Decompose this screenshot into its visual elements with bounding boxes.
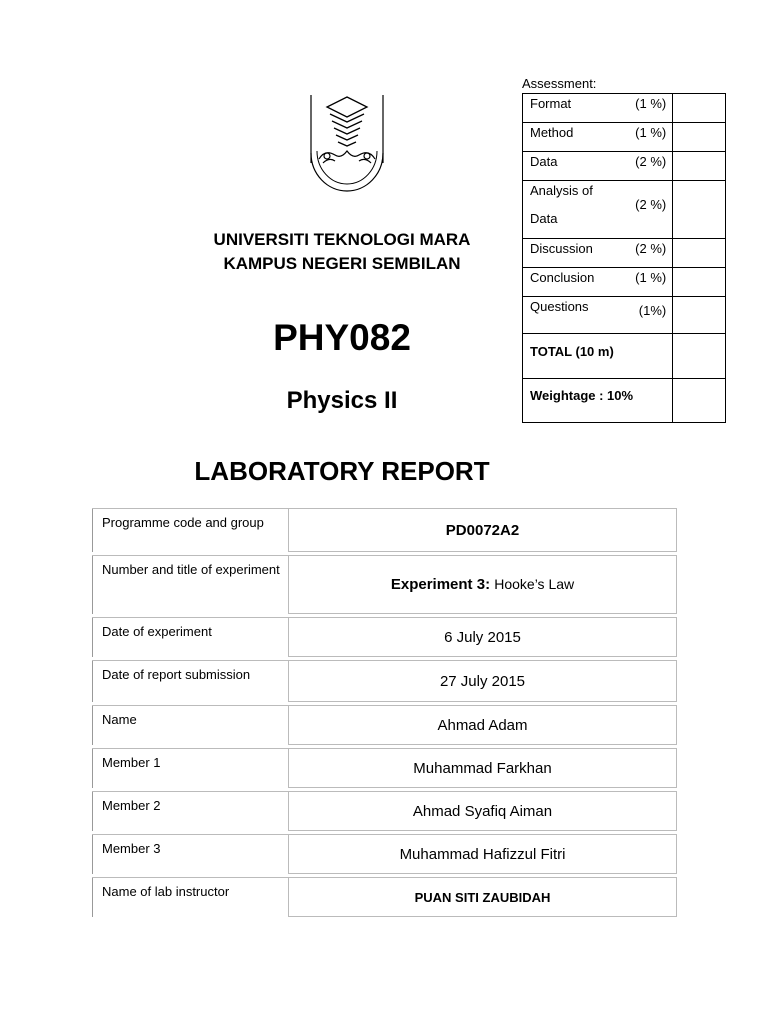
assessment-weightage-row (523, 379, 726, 423)
info-row (93, 792, 677, 831)
name-value: Ahmad Adam (289, 706, 677, 745)
info-row (93, 556, 677, 614)
programme-value: PD0072A2 (289, 509, 677, 552)
weightage-mark-cell[interactable] (673, 379, 726, 423)
member3-label: Member 3 (93, 835, 289, 874)
assessment-row (523, 297, 726, 334)
info-row (93, 618, 677, 657)
experiment-title: Hooke’s Law (494, 576, 575, 592)
course-code: PHY082 (273, 317, 411, 358)
university-name: UNIVERSITI TEKNOLOGI MARA (213, 230, 471, 249)
criterion-weight: (1 %) (635, 125, 667, 140)
criterion-label: Format (530, 96, 572, 111)
info-row (93, 835, 677, 874)
info-row (93, 661, 677, 702)
assessment-label: Assessment: (522, 76, 597, 91)
criterion-label: Analysis of (530, 183, 593, 198)
assessment-row (523, 181, 726, 239)
assessment-table (522, 93, 726, 423)
programme-label: Programme code and group (93, 509, 289, 552)
mark-cell[interactable] (673, 297, 726, 334)
mark-cell[interactable] (673, 123, 726, 152)
date-value: 6 July 2015 (289, 618, 677, 657)
submission-label: Date of report submission (93, 661, 289, 702)
member3-value: Muhammad Hafizzul Fitri (289, 835, 677, 874)
total-mark-cell[interactable] (673, 334, 726, 379)
submission-value: 27 July 2015 (289, 661, 677, 702)
weightage-label: Weightage : 10% (530, 388, 634, 403)
campus-name: KAMPUS NEGERI SEMBILAN (223, 254, 461, 273)
report-info-table (92, 508, 677, 917)
mark-cell[interactable] (673, 181, 726, 239)
member1-label: Member 1 (93, 749, 289, 788)
criterion-label: Data (530, 154, 558, 169)
info-row (93, 706, 677, 745)
criterion-label: Method (530, 125, 574, 140)
criterion-weight: (2 %) (635, 154, 667, 169)
date-label: Date of experiment (93, 618, 289, 657)
mark-cell[interactable] (673, 239, 726, 268)
total-label: TOTAL (10 m) (530, 344, 614, 359)
assessment-total-row (523, 334, 726, 379)
info-row (93, 509, 677, 552)
criterion-weight: (1 %) (635, 96, 667, 111)
info-row (93, 878, 677, 917)
member1-value: Muhammad Farkhan (289, 749, 677, 788)
experiment-label: Number and title of experiment (93, 556, 289, 614)
criterion-weight: (2 %) (635, 197, 667, 212)
criterion-label: Conclusion (530, 270, 595, 285)
member2-value: Ahmad Syafiq Aiman (289, 792, 677, 831)
experiment-number: Experiment 3 (390, 576, 486, 593)
criterion-weight: (2 %) (635, 241, 667, 256)
experiment-value: Experiment 3: Hooke’s Law (289, 556, 677, 614)
report-title: LABORATORY REPORT (194, 456, 490, 486)
criterion-label: Questions (530, 299, 589, 314)
course-title: Physics II (286, 387, 398, 414)
instructor-value: PUAN SITI ZAUBIDAH (289, 878, 677, 917)
criterion-label-line2: Data (530, 211, 558, 226)
mark-cell[interactable] (673, 152, 726, 181)
university-logo (305, 93, 389, 197)
info-row (93, 749, 677, 788)
instructor-label: Name of lab instructor (93, 878, 289, 917)
criterion-label: Discussion (530, 241, 593, 256)
member2-label: Member 2 (93, 792, 289, 831)
criterion-weight: (1%) (638, 303, 667, 318)
name-label: Name (93, 706, 289, 745)
mark-cell[interactable] (673, 268, 726, 297)
mark-cell[interactable] (673, 94, 726, 123)
criterion-weight: (1 %) (635, 270, 667, 285)
